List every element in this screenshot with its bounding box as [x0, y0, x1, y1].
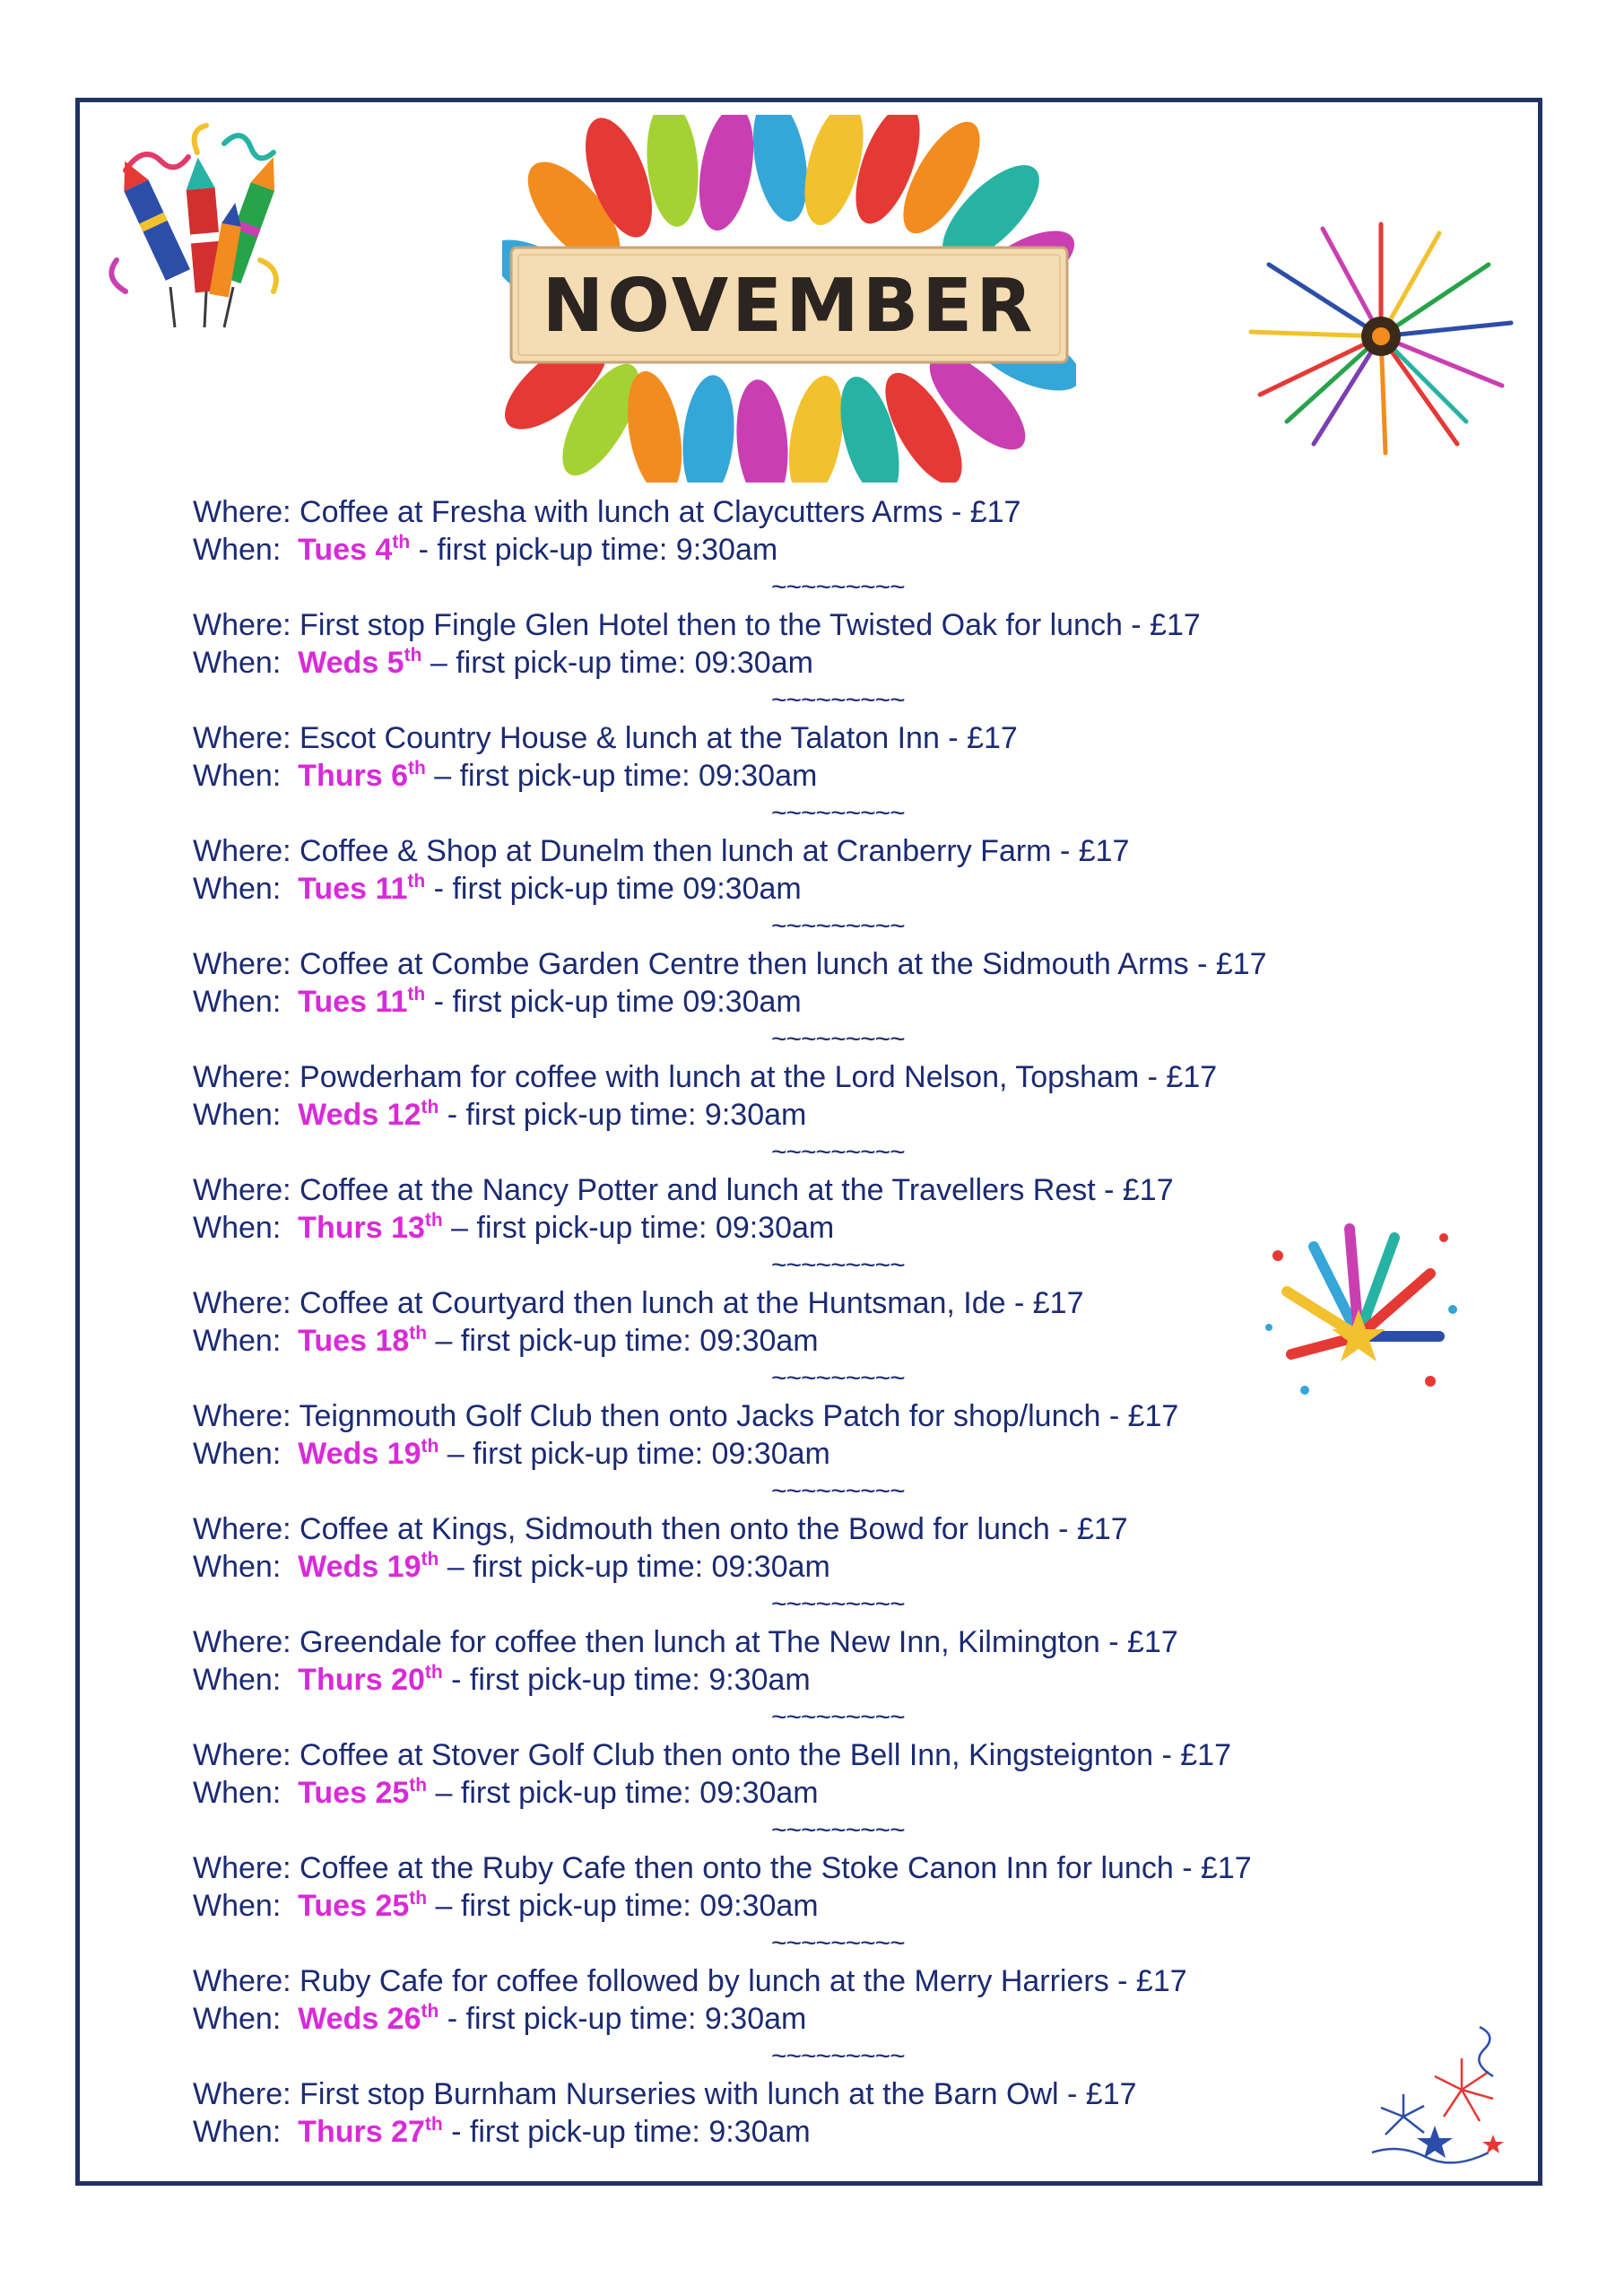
event-day	[298, 1550, 439, 1584]
event-day-suffix: th	[424, 2114, 443, 2135]
event-item	[193, 1397, 1376, 1473]
event-day-suffix: th	[421, 1436, 439, 1457]
event-item	[193, 832, 1376, 908]
when-label: When:	[193, 759, 282, 793]
event-day	[298, 1776, 427, 1810]
event-when-line	[193, 1661, 1376, 1699]
where-label: Where:	[193, 1286, 291, 1320]
when-label: When:	[193, 1324, 282, 1358]
event-when-line	[193, 1322, 1376, 1360]
event-where: First stop Burnham Nurseries with lunch at the Barn Owl - £17	[300, 2077, 1137, 2111]
event-item	[193, 1736, 1376, 1812]
event-where: Greendale for coffee then lunch at The New Inn, Kilmington - £17	[300, 1625, 1178, 1659]
event-day	[298, 1098, 439, 1132]
event-when-line	[193, 1435, 1376, 1473]
event-time: - first pick-up time 09:30am	[425, 872, 802, 906]
event-where-line	[193, 493, 1376, 531]
event-day	[298, 646, 421, 680]
november-banner	[502, 115, 1076, 483]
event-when-line	[193, 531, 1376, 569]
event-day-text: Thurs 27	[298, 2115, 425, 2149]
event-when-line	[193, 983, 1376, 1021]
event-time: - first pick-up time: 9:30am	[439, 2002, 807, 2036]
page-title: NOVEMBER	[542, 264, 1037, 349]
event-day-text: Tues 11	[298, 985, 408, 1019]
event-day-text: Weds 12	[298, 1098, 421, 1132]
where-label: Where:	[193, 1060, 291, 1094]
where-label: Where:	[193, 608, 291, 642]
event-where-line	[193, 2075, 1376, 2113]
event-time: – first pick-up time: 09:30am	[425, 759, 818, 793]
event-where: Powderham for coffee with lunch at the Lord Nelson, Topsham - £17	[300, 1060, 1218, 1094]
event-item	[193, 719, 1376, 795]
event-when-line	[193, 1774, 1376, 1812]
event-day	[298, 2002, 439, 2036]
event-day-text: Weds 5	[298, 646, 404, 680]
event-where: Coffee at Stover Golf Club then onto the Bell Inn, Kingsteignton - £17	[300, 1738, 1231, 1772]
event-where-line	[193, 1736, 1376, 1774]
where-label: Where:	[193, 1964, 291, 1998]
event-day-suffix: th	[421, 2001, 439, 2022]
event-where-line	[193, 945, 1376, 983]
event-day-text: Thurs 6	[298, 759, 408, 793]
event-time: - first pick-up time: 9:30am	[439, 1098, 807, 1132]
event-day	[298, 872, 425, 906]
tilde-separator: ~~~~~~~~~	[771, 1363, 905, 1393]
event-where-line	[193, 1284, 1376, 1322]
where-label: Where:	[193, 947, 291, 981]
event-day-suffix: th	[421, 1097, 439, 1118]
where-label: Where:	[193, 1173, 291, 1207]
event-time: – first pick-up time: 09:30am	[427, 1776, 819, 1810]
fireworks-rockets-illustration	[90, 117, 305, 332]
event-where: Coffee at Fresha with lunch at Claycutters Arms - £17	[300, 495, 1021, 529]
event-day-suffix: th	[424, 1662, 443, 1683]
event-where: Coffee at Courtyard then lunch at the Huntsman, Ide - £17	[300, 1286, 1084, 1320]
tilde-separator: ~~~~~~~~~	[771, 911, 905, 941]
small-fireworks-illustration	[1354, 2009, 1524, 2179]
tilde-separator: ~~~~~~~~~	[771, 798, 905, 828]
event-day-suffix: th	[409, 1775, 428, 1796]
event-when-line	[193, 2000, 1376, 2038]
where-label: Where:	[193, 1512, 291, 1546]
event-day	[298, 533, 410, 567]
where-label: Where:	[193, 1625, 291, 1659]
where-label: Where:	[193, 495, 291, 529]
where-label: Where:	[193, 834, 291, 868]
tilde-separator: ~~~~~~~~~	[771, 1137, 905, 1167]
when-label: When:	[193, 2115, 282, 2149]
event-item	[193, 493, 1376, 569]
event-time: – first pick-up time: 09:30am	[421, 646, 813, 680]
event-when-line	[193, 1096, 1376, 1134]
event-where-line	[193, 1962, 1376, 2000]
event-where-line	[193, 719, 1376, 757]
event-day	[298, 985, 425, 1019]
event-where: Coffee & Shop at Dunelm then lunch at Cranberry Farm - £17	[300, 834, 1130, 868]
when-label: When:	[193, 1211, 282, 1245]
tilde-separator: ~~~~~~~~~	[771, 2041, 905, 2071]
event-where: Escot Country House & lunch at the Talaton Inn - £17	[300, 721, 1018, 755]
event-day-text: Weds 19	[298, 1437, 421, 1471]
event-where-line	[193, 1058, 1376, 1096]
event-day-text: Weds 26	[298, 2002, 421, 2036]
event-day-suffix: th	[421, 1549, 439, 1570]
event-time: – first pick-up time: 09:30am	[442, 1211, 835, 1245]
event-day-text: Thurs 20	[298, 1663, 425, 1697]
event-day-text: Tues 25	[298, 1776, 410, 1810]
event-item	[193, 1284, 1376, 1360]
event-when-line	[193, 644, 1376, 682]
event-day	[298, 759, 426, 793]
event-item	[193, 945, 1376, 1021]
tilde-separator: ~~~~~~~~~	[771, 1250, 905, 1280]
tilde-separator: ~~~~~~~~~	[771, 1589, 905, 1619]
event-day-text: Tues 25	[298, 1889, 410, 1923]
when-label: When:	[193, 1550, 282, 1584]
event-where-line	[193, 1623, 1376, 1661]
when-label: When:	[193, 646, 282, 680]
event-where-line	[193, 1397, 1376, 1435]
event-time: - first pick-up time 09:30am	[425, 985, 802, 1019]
event-item	[193, 1962, 1376, 2038]
event-time: – first pick-up time: 09:30am	[427, 1324, 819, 1358]
when-label: When:	[193, 985, 282, 1019]
event-item	[193, 1171, 1376, 1247]
event-day-suffix: th	[392, 532, 411, 552]
event-day-suffix: th	[404, 645, 422, 665]
event-item	[193, 1623, 1376, 1699]
event-list	[193, 493, 1376, 2151]
firework-burst-illustration	[1242, 215, 1520, 457]
event-day-text: Thurs 13	[298, 1211, 425, 1245]
event-when-line	[193, 2113, 1376, 2151]
where-label: Where:	[193, 1851, 291, 1885]
event-when-line	[193, 1548, 1376, 1586]
event-item	[193, 606, 1376, 682]
event-day-text: Tues 18	[298, 1324, 410, 1358]
event-item	[193, 1058, 1376, 1134]
event-where: Coffee at Kings, Sidmouth then onto the Bowd for lunch - £17	[300, 1512, 1128, 1546]
event-day	[298, 1211, 443, 1245]
event-day	[298, 1663, 443, 1697]
when-label: When:	[193, 1889, 282, 1923]
event-day-suffix: th	[409, 1323, 428, 1344]
event-where: Coffee at Combe Garden Centre then lunch at the Sidmouth Arms - £17	[300, 947, 1267, 981]
event-day-text: Tues 11	[298, 872, 408, 906]
when-label: When:	[193, 533, 282, 567]
tilde-separator: ~~~~~~~~~	[771, 572, 905, 602]
tilde-separator: ~~~~~~~~~	[771, 1024, 905, 1054]
event-where: Ruby Cafe for coffee followed by lunch at the Merry Harriers - £17	[300, 1964, 1187, 1998]
event-item	[193, 2075, 1376, 2151]
event-where: First stop Fingle Glen Hotel then to the Twisted Oak for lunch - £17	[300, 608, 1201, 642]
event-day-suffix: th	[407, 984, 426, 1004]
where-label: Where:	[193, 2077, 291, 2111]
event-time: - first pick-up time: 9:30am	[442, 1663, 811, 1697]
tilde-separator: ~~~~~~~~~	[771, 1928, 905, 1958]
event-when-line	[193, 1887, 1376, 1925]
where-label: Where:	[193, 721, 291, 755]
where-label: Where:	[193, 1738, 291, 1772]
when-label: When:	[193, 2002, 282, 2036]
tilde-separator: ~~~~~~~~~	[771, 685, 905, 715]
event-where-line	[193, 1510, 1376, 1548]
when-label: When:	[193, 872, 282, 906]
event-where: Coffee at the Ruby Cafe then onto the Stoke Canon Inn for lunch - £17	[300, 1851, 1252, 1885]
event-day-suffix: th	[407, 871, 426, 891]
when-label: When:	[193, 1098, 282, 1132]
event-day-suffix: th	[424, 1210, 443, 1231]
tilde-separator: ~~~~~~~~~	[771, 1815, 905, 1845]
event-day	[298, 1437, 439, 1471]
event-where: Teignmouth Golf Club then onto Jacks Patch for shop/lunch - £17	[299, 1399, 1179, 1433]
event-time: - first pick-up time: 9:30am	[410, 533, 778, 567]
event-day-suffix: th	[407, 758, 426, 778]
event-day-text: Tues 4	[298, 533, 393, 567]
event-day	[298, 1324, 427, 1358]
event-day-text: Weds 19	[298, 1550, 421, 1584]
when-label: When:	[193, 1776, 282, 1810]
event-time: - first pick-up time: 9:30am	[442, 2115, 811, 2149]
where-label: Where:	[193, 1399, 291, 1433]
event-when-line	[193, 1209, 1376, 1247]
event-time: – first pick-up time: 09:30am	[427, 1889, 819, 1923]
event-where-line	[193, 832, 1376, 870]
event-day-suffix: th	[409, 1888, 428, 1909]
event-where-line	[193, 1849, 1376, 1887]
event-where: Coffee at the Nancy Potter and lunch at the Travellers Rest - £17	[300, 1173, 1174, 1207]
event-time: – first pick-up time: 09:30am	[439, 1437, 830, 1471]
event-item	[193, 1510, 1376, 1586]
event-day	[298, 2115, 443, 2149]
tilde-separator: ~~~~~~~~~	[771, 1476, 905, 1506]
event-day	[298, 1889, 427, 1923]
tilde-separator: ~~~~~~~~~	[771, 1702, 905, 1732]
when-label: When:	[193, 1663, 282, 1697]
event-where-line	[193, 1171, 1376, 1209]
event-item	[193, 1849, 1376, 1925]
when-label: When:	[193, 1437, 282, 1471]
event-when-line	[193, 757, 1376, 795]
event-where-line	[193, 606, 1376, 644]
event-time: – first pick-up time: 09:30am	[439, 1550, 830, 1584]
event-when-line	[193, 870, 1376, 908]
